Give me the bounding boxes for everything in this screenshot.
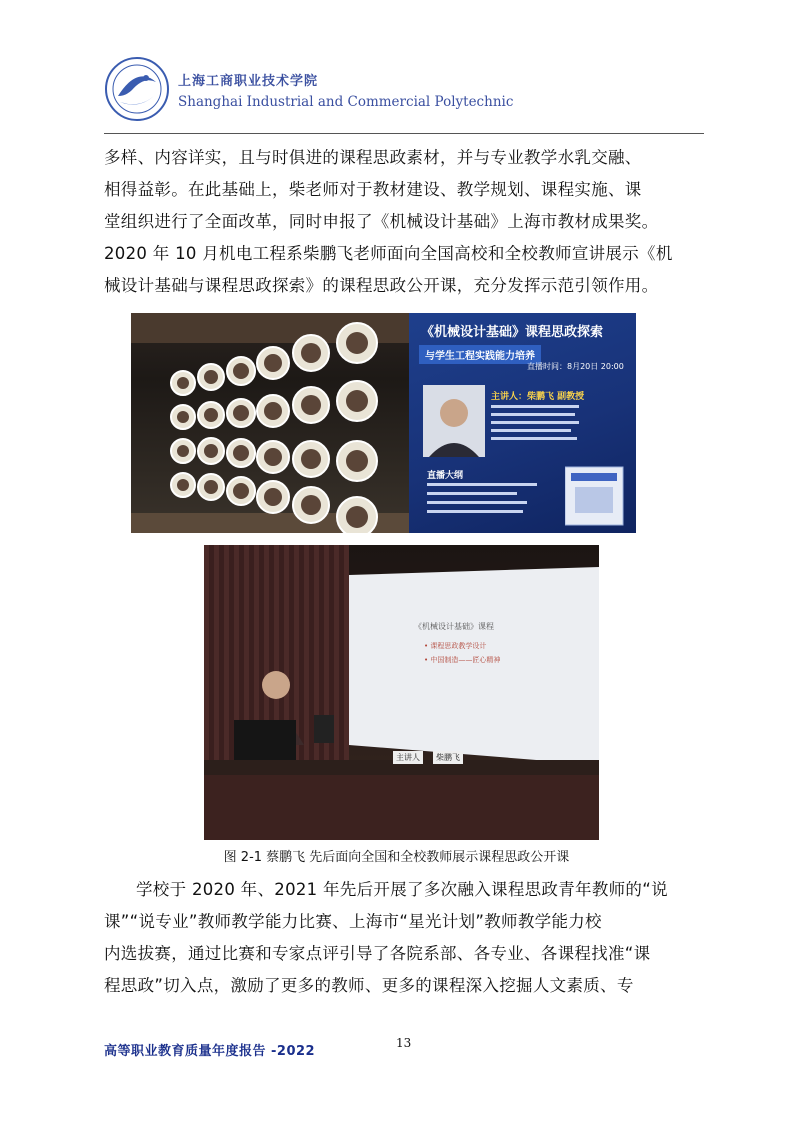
header-divider (104, 133, 704, 134)
banner-subtitle: 与学生工程实践能力培养 (419, 345, 541, 364)
text-line: 程思政”切入点，激励了更多的教师、更多的课程深入挖掘人文素质、专 (104, 976, 634, 995)
lecture-scene-graphic (204, 545, 599, 840)
body-paragraph-2 (104, 874, 708, 1002)
figure-caption: 图 2-1 蔡鹏飞 先后面向全国和全校教师展示课程思政公开课 (223, 850, 570, 865)
slide-title: 《机械设计基础》课程 (414, 622, 494, 631)
speaker-portrait-icon (423, 385, 485, 457)
page-number: 13 (396, 1036, 412, 1050)
text-line: 多样、内容详实，且与时俱进的课程思政素材，并与专业教学水乳交融、 (104, 148, 642, 167)
text-line: 2020 年 10 月机电工程系柴鹏飞老师面向全国高校和全校教师宣讲展示《机 (104, 244, 673, 263)
slide-line-1: • 课程思政教学设计 (424, 642, 487, 650)
page-header (104, 56, 704, 136)
podium-sign-name: 柴鹏飞 (433, 751, 463, 764)
photo-livestream-banner (409, 313, 636, 533)
text-line: 内选拔赛，通过比赛和专家点评引导了各院系部、各专业、各课程找准“课 (104, 944, 651, 963)
textbook-cover-icon (565, 463, 627, 527)
banner-outline-heading: 直播大纲 (427, 471, 464, 481)
body-paragraph-1 (104, 142, 708, 302)
outline-list-graphic (427, 483, 547, 523)
text-line: 学校于 2020 年、2021 年先后开展了多次融入课程思政青年教师的“说 (136, 880, 668, 899)
slide-line-2: • 中国制造——匠心精神 (424, 656, 501, 664)
banner-body-text-graphic (491, 405, 581, 455)
school-seal-icon (104, 56, 170, 122)
portrait-wall-graphic (131, 313, 409, 533)
podium-sign-title: 主讲人 (393, 751, 423, 764)
text-line: 课”“说专业”教师教学能力比赛、上海市“星光计划”教师教学能力校 (104, 912, 602, 931)
banner-time: 直播时间：8月20日 20:00 (527, 362, 624, 371)
photo-portrait-wall (131, 313, 409, 533)
photo-lecture (204, 545, 599, 840)
footer-report-title: 高等职业教育质量年度报告 -2022 (104, 1044, 316, 1059)
school-name-cn: 上海工商职业技术学院 (178, 74, 319, 89)
school-name-en: Shanghai Industrial and Commercial Polytechnic (178, 94, 514, 110)
text-line: 相得益彰。在此基础上，柴老师对于教材建设、教学规划、课程实施、课 (104, 180, 642, 199)
banner-speaker: 主讲人：柴鹏飞 副教授 (491, 392, 585, 402)
text-line: 械设计基础与课程思政探索》的课程思政公开课，充分发挥示范引领作用。 (104, 276, 659, 295)
banner-title: 《机械设计基础》课程思政探索 (421, 325, 604, 340)
text-line: 堂组织进行了全面改革，同时申报了《机械设计基础》上海市教材成果奖。 (104, 212, 659, 231)
